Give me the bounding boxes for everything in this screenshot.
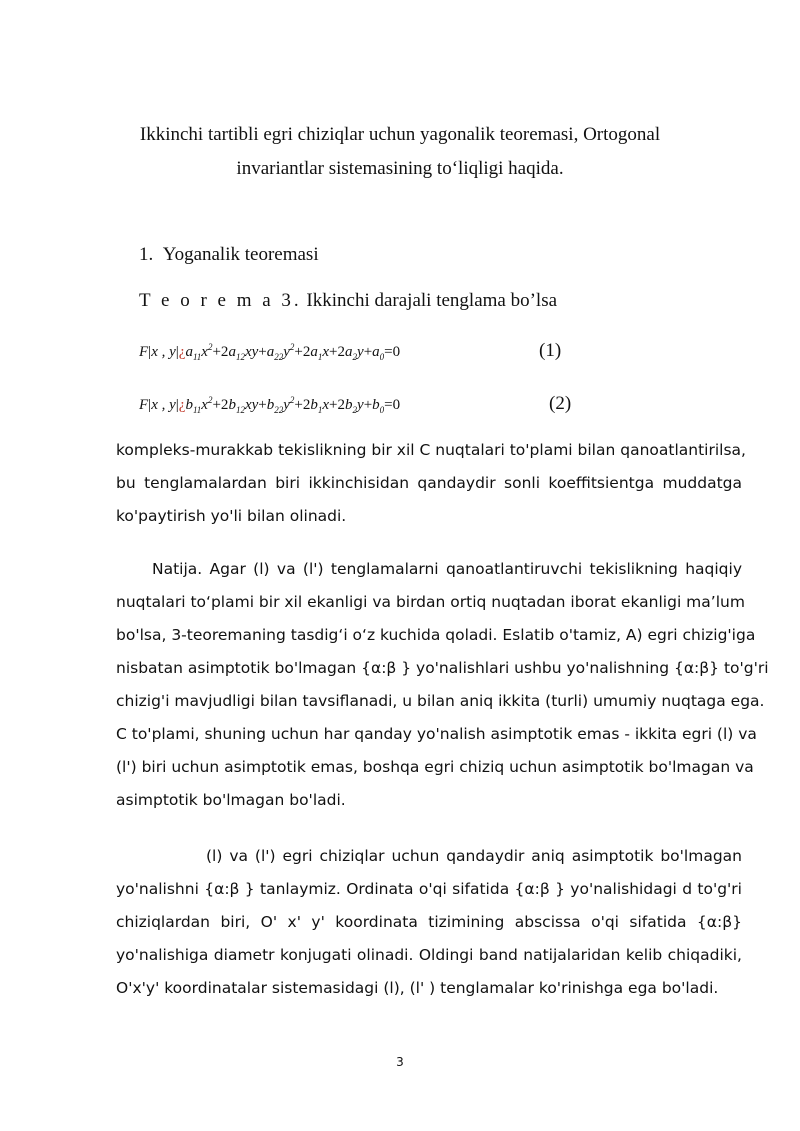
- equation-2-args: x , y: [151, 397, 176, 413]
- paragraph-1-line: bu tenglamalardan biri ikkinchisidan qandaydir sonli koeffitsientga muddatga: [116, 474, 742, 492]
- paragraph-3-line: chiziqlardan biri, O' x' y' koordinata tizimining abscissa o'qi sifatida {α:β}: [116, 913, 742, 931]
- equation-1-args: x , y: [151, 344, 176, 360]
- equation-2-coef: b: [185, 397, 193, 413]
- equation-1-coef: a: [310, 344, 318, 360]
- equation-2-coef: b: [228, 397, 236, 413]
- paragraph-3: [116, 840, 742, 1005]
- paragraph-2-line: (l') biri uchun asimptotik emas, boshqa egri chiziq uchun asimptotik bo'lmagan va: [116, 758, 754, 776]
- paragraph-2-line: C to'plami, shuning uchun har qanday yo'nalish asimptotik emas - ikkita egri (l) va: [116, 725, 757, 743]
- equation-1-coef: a: [228, 344, 236, 360]
- equation-2-lhs: F: [139, 397, 149, 413]
- paragraph-3-line: O'x'y' koordinatalar sistemasidagi (l), (l' ) tenglamalar ko'rinishga ega bo'ladi.: [116, 979, 719, 997]
- equation-1-junk-glyph: ¿: [178, 344, 186, 360]
- equation-1-coef: a: [372, 344, 380, 360]
- paragraph-2: [116, 553, 769, 817]
- equation-1-coef: a: [266, 344, 275, 360]
- paragraph-2-line: chizig'i mavjudligi bilan tavsiflanadi, u bilan aniq ikkita (turli) umumiy nuqtaga ega.: [116, 692, 765, 710]
- equation-1: F|x , $y|¿a_{11}x^2+2a_{12}xy+a_{22}y^2+2a_1x+2a_2y+a_0=0$: [139, 342, 401, 362]
- page-number: 3: [396, 1055, 404, 1069]
- title-line-2: invariantlar sistemasining to‘liqligi haqida.: [236, 158, 564, 179]
- paragraph-2-line: nuqtalari to‘plami bir xil ekanligi va birdan ortiq nuqtadan iborat ekanligi ma’lum: [116, 593, 745, 611]
- theorem-statement: [139, 290, 557, 312]
- equation-1-coef: a: [345, 344, 353, 360]
- paragraph-2-line: asimptotik bo'lmagan bo'ladi.: [116, 791, 346, 809]
- paragraph-1-line: ko'paytirish yo'li bilan olinadi.: [116, 507, 347, 525]
- theorem-text: Ikkinchi darajali tenglama bo’lsa: [306, 290, 558, 311]
- equation-2-number: (2): [549, 393, 572, 414]
- paragraph-2-line: Natija. Agar (l) va (l') tenglamalarni qanoatlantiruvchi tekislikning haqiqiy: [152, 560, 742, 578]
- title-line-1: Ikkinchi tartibli egri chiziqlar uchun yagonalik teoremasi, Ortogonal: [139, 124, 661, 145]
- equation-1-coef: a: [185, 344, 193, 360]
- section-heading: [139, 244, 319, 266]
- section-title: Yoganalik teoremasi: [162, 244, 319, 265]
- equation-2-junk-glyph: ¿: [178, 397, 186, 413]
- paragraph-3-line: yo'nalishni {α:β } tanlaymiz. Ordinata o'qi sifatida {α:β } yo'nalishidagi d to'g'ri: [116, 880, 742, 898]
- equation-2-coef: b: [310, 397, 318, 413]
- paragraph-3-line: (l) va (l') egri chiziqlar uchun qandaydir aniq asimptotik bo'lmagan: [206, 847, 742, 865]
- equation-2: F|x , $y|¿b_{11}x^2+2b_{12}xy+b_{22}y^2+2b_1x+2b_2y+b_0=0$: [139, 395, 401, 415]
- equation-1-number: (1): [539, 340, 562, 361]
- paragraph-1-line: kompleks-murakkab tekislikning bir xil C nuqtalari to'plami bilan qanoatlantirilsa,: [116, 441, 746, 459]
- equation-1-lhs: F: [139, 344, 149, 360]
- equation-2-coef: b: [266, 397, 275, 413]
- equation-2-coef: b: [372, 397, 380, 413]
- document-title: [100, 118, 700, 186]
- section-number: 1.: [139, 244, 154, 265]
- paragraph-2-line: bo'lsa, 3-teoremaning tasdig‘i o‘z kuchida qoladi. Eslatib o'tamiz, A) egri chizig'iga: [116, 626, 756, 644]
- paragraph-3-line: yo'nalishiga diametr konjugati olinadi. Oldingi band natijalaridan kelib chiqadiki,: [116, 946, 742, 964]
- equation-2-coef: b: [345, 397, 353, 413]
- paragraph-1: [116, 434, 746, 533]
- paragraph-2-line: nisbatan asimptotik bo'lmagan {α:β } yo'nalishlari ushbu yo'nalishning {α:β} to'g'ri: [116, 659, 769, 677]
- theorem-label: T e o r e m a 3.: [139, 290, 302, 311]
